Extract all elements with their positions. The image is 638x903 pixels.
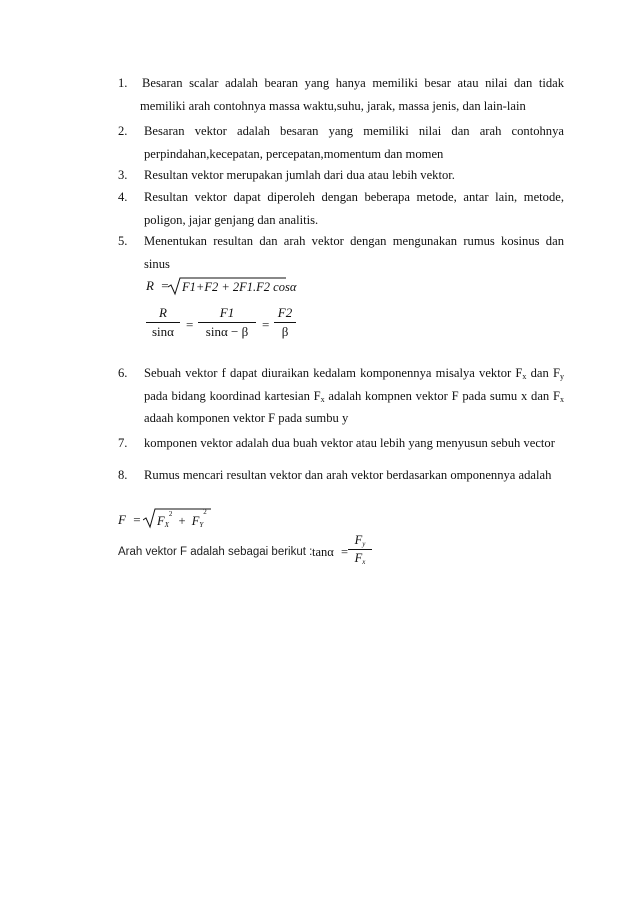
- formula-resultan: R =: [146, 278, 169, 293]
- list-text: Rumus mencari resultan vektor dan arah vektor berdasarkan omponennya adalah: [144, 468, 552, 482]
- tan-function: tanα =: [312, 545, 349, 559]
- list-text: perpindahan,kecepatan, percepatan,momentum dan momen: [144, 146, 444, 161]
- list-item: [118, 464, 564, 487]
- list-text: Besaran vektor adalah besaran yang memiliki nilai dan arah contohnya: [144, 124, 564, 138]
- list-item: [118, 362, 564, 430]
- formula-resultan-radicand: F1+F2 + 2F1.F2 cosα: [182, 280, 297, 294]
- list-item: [118, 186, 564, 231]
- tan-fraction: $F_y$ $F_x$: [348, 533, 372, 566]
- sinus-fraction-2: F1 sinα − β: [198, 305, 256, 340]
- list-text: Resultan vektor merupakan jumlah dari dua atau lebih vektor.: [144, 168, 455, 182]
- document-page: 1. Besaran scalar adalah bearan yang hanya memiliki besar atau nilai dan tidak memiliki arah contohnya massa waktu,suhu, jarak, massa jenis, dan lain-lain 2. Besaran vektor adalah besaran yang memiliki nilai dan arah contohnya perpindahan,kecepatan, percepatan,momentum dan momen 3. Resultan vektor merupakan jumlah dari dua atau lebih vektor. 4. Resultan vektor dapat diperoleh dengan beberapa metode, antar lain, metode, poligon, jajar genjang dan analitis. 5. Menentukan resultan dan arah vektor dengan mengunakan rumus kosinus dan sinus R = F1+F2 + 2F1.F2 cosα R sinα = F1 sinα − β = F2 β 6. Sebuah vektor f dapat diuraikan kedalam komponennya misalya vektor $F_x$ dan $F_y$ pada bidang koordinad kartesian $F_x$ adalah kompnen vektor F pada sumu x dan $F_x$ adaah komponen vektor F pada sumbu y 7. komponen vektor adalah dua buah vektor atau lebih yang menyusun sebuh vector 8. Rumus mencari resultan vektor dan arah vektor berdasarkan omponennya adalah F = $F_X^2 + F_Y^2$ Arah vektor F adalah sebagai berikut : tanα = $F_y$ $F_x$: [0, 0, 638, 903]
- sinus-fraction-3: F2 β: [274, 305, 296, 340]
- arah-label: Arah vektor F adalah sebagai berikut :: [118, 546, 313, 558]
- list-text: Besaran scalar adalah bearan yang hanya memiliki besar atau nilai dan tidak: [142, 76, 564, 90]
- list-item: [118, 72, 564, 117]
- list-text: adaah komponen vektor F pada sumbu y: [144, 411, 349, 425]
- list-number: 7.: [118, 436, 128, 450]
- formula-resultan-komponen: F =: [118, 512, 141, 527]
- list-item: [118, 432, 564, 455]
- list-number: 3.: [118, 168, 128, 182]
- list-number: 5.: [118, 234, 128, 248]
- list-number: 2.: [118, 124, 128, 138]
- list-item: [118, 120, 564, 165]
- list-text: sinus: [144, 256, 170, 271]
- list-text: memiliki arah contohnya massa waktu,suhu, jarak, massa jenis, dan lain-lain: [140, 98, 526, 113]
- list-text: komponen vektor adalah dua buah vektor atau lebih yang menyusun sebuh vector: [144, 436, 555, 450]
- list-text: Resultan vektor dapat diperoleh dengan beberapa metode, antar lain, metode,: [144, 190, 564, 204]
- list-text: Sebuah vektor f dapat diuraikan kedalam komponennya misalya vektor $F_x$ dan $F_y$: [144, 366, 565, 381]
- list-item: [118, 230, 564, 275]
- sinus-fraction-1: R sinα: [146, 305, 180, 340]
- list-text: pada bidang koordinad kartesian $F_x$ adalah kompnen vektor F pada sumu x dan $F_x$: [144, 388, 564, 404]
- list-number: 4.: [118, 190, 128, 204]
- formula-komponen-radicand: $F_X^2 + F_Y^2$: [157, 508, 207, 530]
- list-text: poligon, jajar genjang dan analitis.: [144, 212, 319, 227]
- list-number: 8.: [118, 468, 128, 482]
- list-item: [118, 164, 564, 187]
- list-number: 1.: [118, 76, 128, 90]
- list-text: Menentukan resultan dan arah vektor dengan mengunakan rumus kosinus dan: [144, 234, 564, 248]
- list-number: 6.: [118, 366, 128, 380]
